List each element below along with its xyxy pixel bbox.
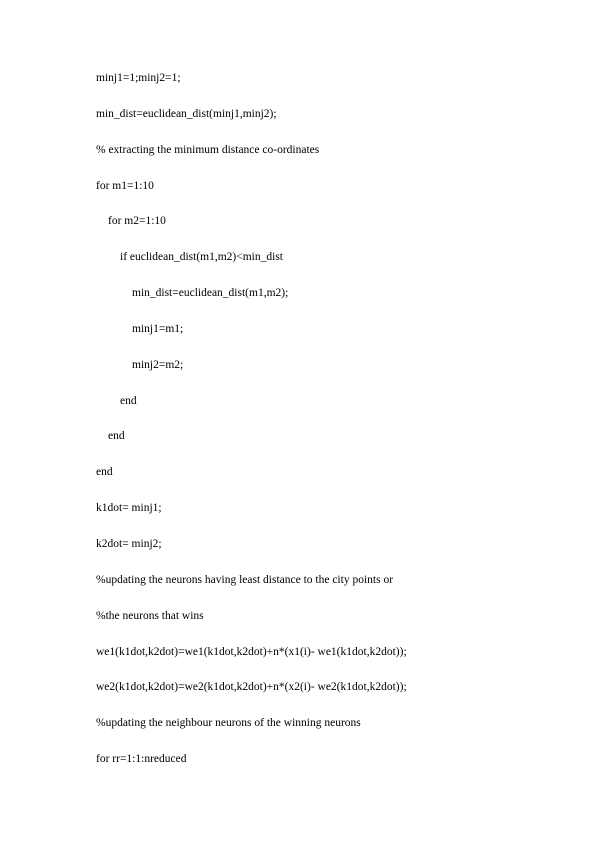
code-line: minj2=m2; bbox=[132, 358, 184, 371]
code-line: %the neurons that wins bbox=[96, 609, 204, 622]
code-line: minj1=m1; bbox=[132, 322, 184, 335]
code-line: end bbox=[96, 466, 113, 479]
code-block bbox=[96, 70, 566, 787]
code-line: we1(k1dot,k2dot)=we1(k1dot,k2dot)+n*(x1(i)- we1(k1dot,k2dot)); bbox=[96, 645, 407, 658]
code-line: for rr=1:1:nreduced bbox=[96, 753, 187, 766]
code-line: if euclidean_dist(m1,m2)<min_dist bbox=[120, 251, 283, 264]
code-line: we2(k1dot,k2dot)=we2(k1dot,k2dot)+n*(x2(i)- we2(k1dot,k2dot)); bbox=[96, 681, 407, 694]
code-line: k1dot= minj1; bbox=[96, 502, 162, 515]
code-line: % extracting the minimum distance co-ordinates bbox=[96, 143, 320, 156]
code-line: %updating the neurons having least distance to the city points or bbox=[96, 573, 394, 586]
code-line: %updating the neighbour neurons of the winning neurons bbox=[96, 717, 361, 730]
code-line: min_dist=euclidean_dist(m1,m2); bbox=[132, 287, 289, 300]
code-line: for m2=1:10 bbox=[108, 215, 166, 228]
code-line: minj1=1;minj2=1; bbox=[96, 72, 181, 84]
code-line: k2dot= minj2; bbox=[96, 537, 162, 550]
code-line: for m1=1:10 bbox=[96, 179, 154, 192]
code-line: end bbox=[108, 430, 125, 443]
code-line: min_dist=euclidean_dist(minj1,minj2); bbox=[96, 107, 277, 120]
code-line: end bbox=[120, 394, 137, 407]
